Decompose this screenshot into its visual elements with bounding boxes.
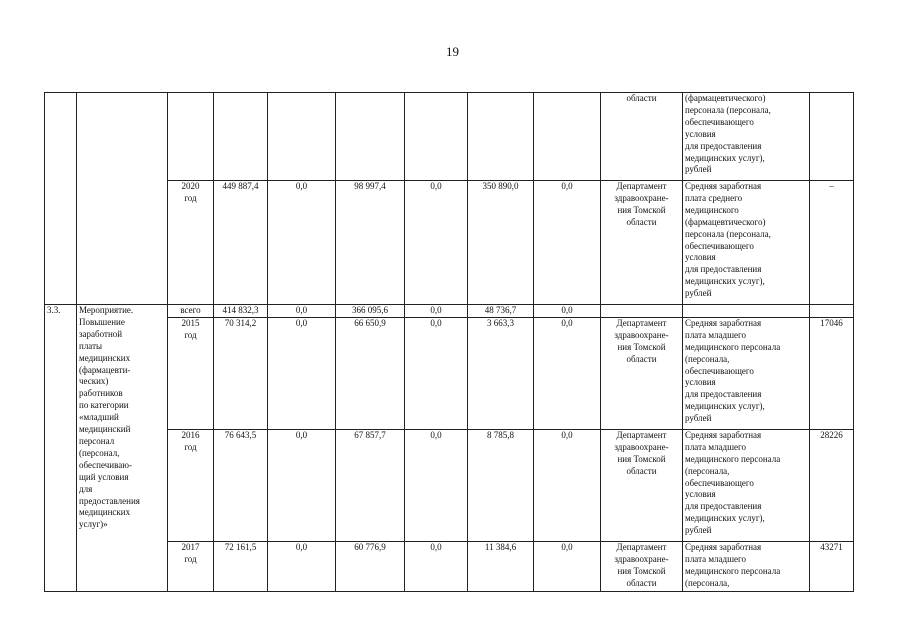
cell-year: 2016 год [168, 429, 214, 541]
cell-federal: 0,0 [268, 541, 336, 591]
cell-other: 0,0 [534, 541, 601, 591]
cell-other: 0,0 [534, 429, 601, 541]
program-table [44, 92, 854, 592]
cell-tfoms: 11 384,6 [468, 541, 534, 591]
cell-other: 0,0 [534, 305, 601, 318]
cell-tfoms: 3 663,3 [468, 317, 534, 429]
cell-federal: 0,0 [268, 305, 336, 318]
cell-indicator: (фармацевтического) персонала (персонала, обеспечивающего условия для предоставления медицинских услуг), рублей [683, 93, 810, 181]
page-number: 19 [446, 44, 459, 59]
cell-total: 72 161,5 [214, 541, 268, 591]
cell-tfoms: 48 736,7 [468, 305, 534, 318]
cell-regional: 98 997,4 [336, 181, 405, 305]
cell-regional [336, 93, 405, 181]
table-row [45, 305, 854, 318]
cell-item-name [77, 93, 168, 305]
cell-federal [268, 93, 336, 181]
cell-regional: 366 095,6 [336, 305, 405, 318]
cell-item-number: 3.3. [45, 305, 77, 592]
cell-regional: 60 776,9 [336, 541, 405, 591]
cell-indicator [683, 305, 810, 318]
cell-tfoms [468, 93, 534, 181]
cell-indicator: Средняя заработная плата среднего медицинского (фармацевтического) персонала (персонала, обеспечивающего условия для предоставления медицинских услуг), рублей [683, 181, 810, 305]
cell-target-value [810, 93, 854, 181]
cell-total: 449 887,4 [214, 181, 268, 305]
cell-year: 2015 год [168, 317, 214, 429]
cell-executor: Департамент здравоохране- ния Томской области [601, 317, 683, 429]
cell-target-value: 43271 [810, 541, 854, 591]
cell-item-number [45, 93, 77, 305]
cell-federal: 0,0 [268, 429, 336, 541]
cell-other [534, 93, 601, 181]
cell-federal: 0,0 [268, 181, 336, 305]
cell-year: 2017 год [168, 541, 214, 591]
cell-year: всего [168, 305, 214, 318]
cell-item-name: Мероприятие. Повышение заработной платы медицинских (фармацевти- ческих) работников по категории «младший медицинский персонал (персонал, обеспечиваю- щий условия для предоставления медицинских услуг)» [77, 305, 168, 592]
cell-local [405, 93, 468, 181]
cell-target-value: 17046 [810, 317, 854, 429]
cell-executor: Департамент здравоохране- ния Томской области [601, 429, 683, 541]
cell-other: 0,0 [534, 181, 601, 305]
cell-regional: 66 650,9 [336, 317, 405, 429]
cell-local: 0,0 [405, 541, 468, 591]
cell-indicator: Средняя заработная плата младшего медицинского персонала (персонала, обеспечивающего условия для предоставления медицинских услуг), рублей [683, 317, 810, 429]
cell-executor [601, 305, 683, 318]
cell-local: 0,0 [405, 305, 468, 318]
cell-tfoms: 350 890,0 [468, 181, 534, 305]
cell-total: 76 643,5 [214, 429, 268, 541]
table-row [45, 93, 854, 181]
cell-local: 0,0 [405, 181, 468, 305]
cell-indicator: Средняя заработная плата младшего медицинского персонала (персонала, [683, 541, 810, 591]
cell-executor: Департамент здравоохране- ния Томской области [601, 181, 683, 305]
cell-target-value: 28226 [810, 429, 854, 541]
cell-executor: Департамент здравоохране- ния Томской области [601, 541, 683, 591]
cell-total: 414 832,3 [214, 305, 268, 318]
cell-indicator: Средняя заработная плата младшего медицинского персонала (персонала, обеспечивающего условия для предоставления медицинских услуг), рублей [683, 429, 810, 541]
cell-local: 0,0 [405, 429, 468, 541]
cell-total [214, 93, 268, 181]
cell-tfoms: 8 785,8 [468, 429, 534, 541]
cell-total: 70 314,2 [214, 317, 268, 429]
cell-year: 2020 год [168, 181, 214, 305]
cell-executor: области [601, 93, 683, 181]
cell-target-value: – [810, 181, 854, 305]
cell-local: 0,0 [405, 317, 468, 429]
cell-federal: 0,0 [268, 317, 336, 429]
cell-regional: 67 857,7 [336, 429, 405, 541]
cell-other: 0,0 [534, 317, 601, 429]
cell-year [168, 93, 214, 181]
cell-target-value [810, 305, 854, 318]
